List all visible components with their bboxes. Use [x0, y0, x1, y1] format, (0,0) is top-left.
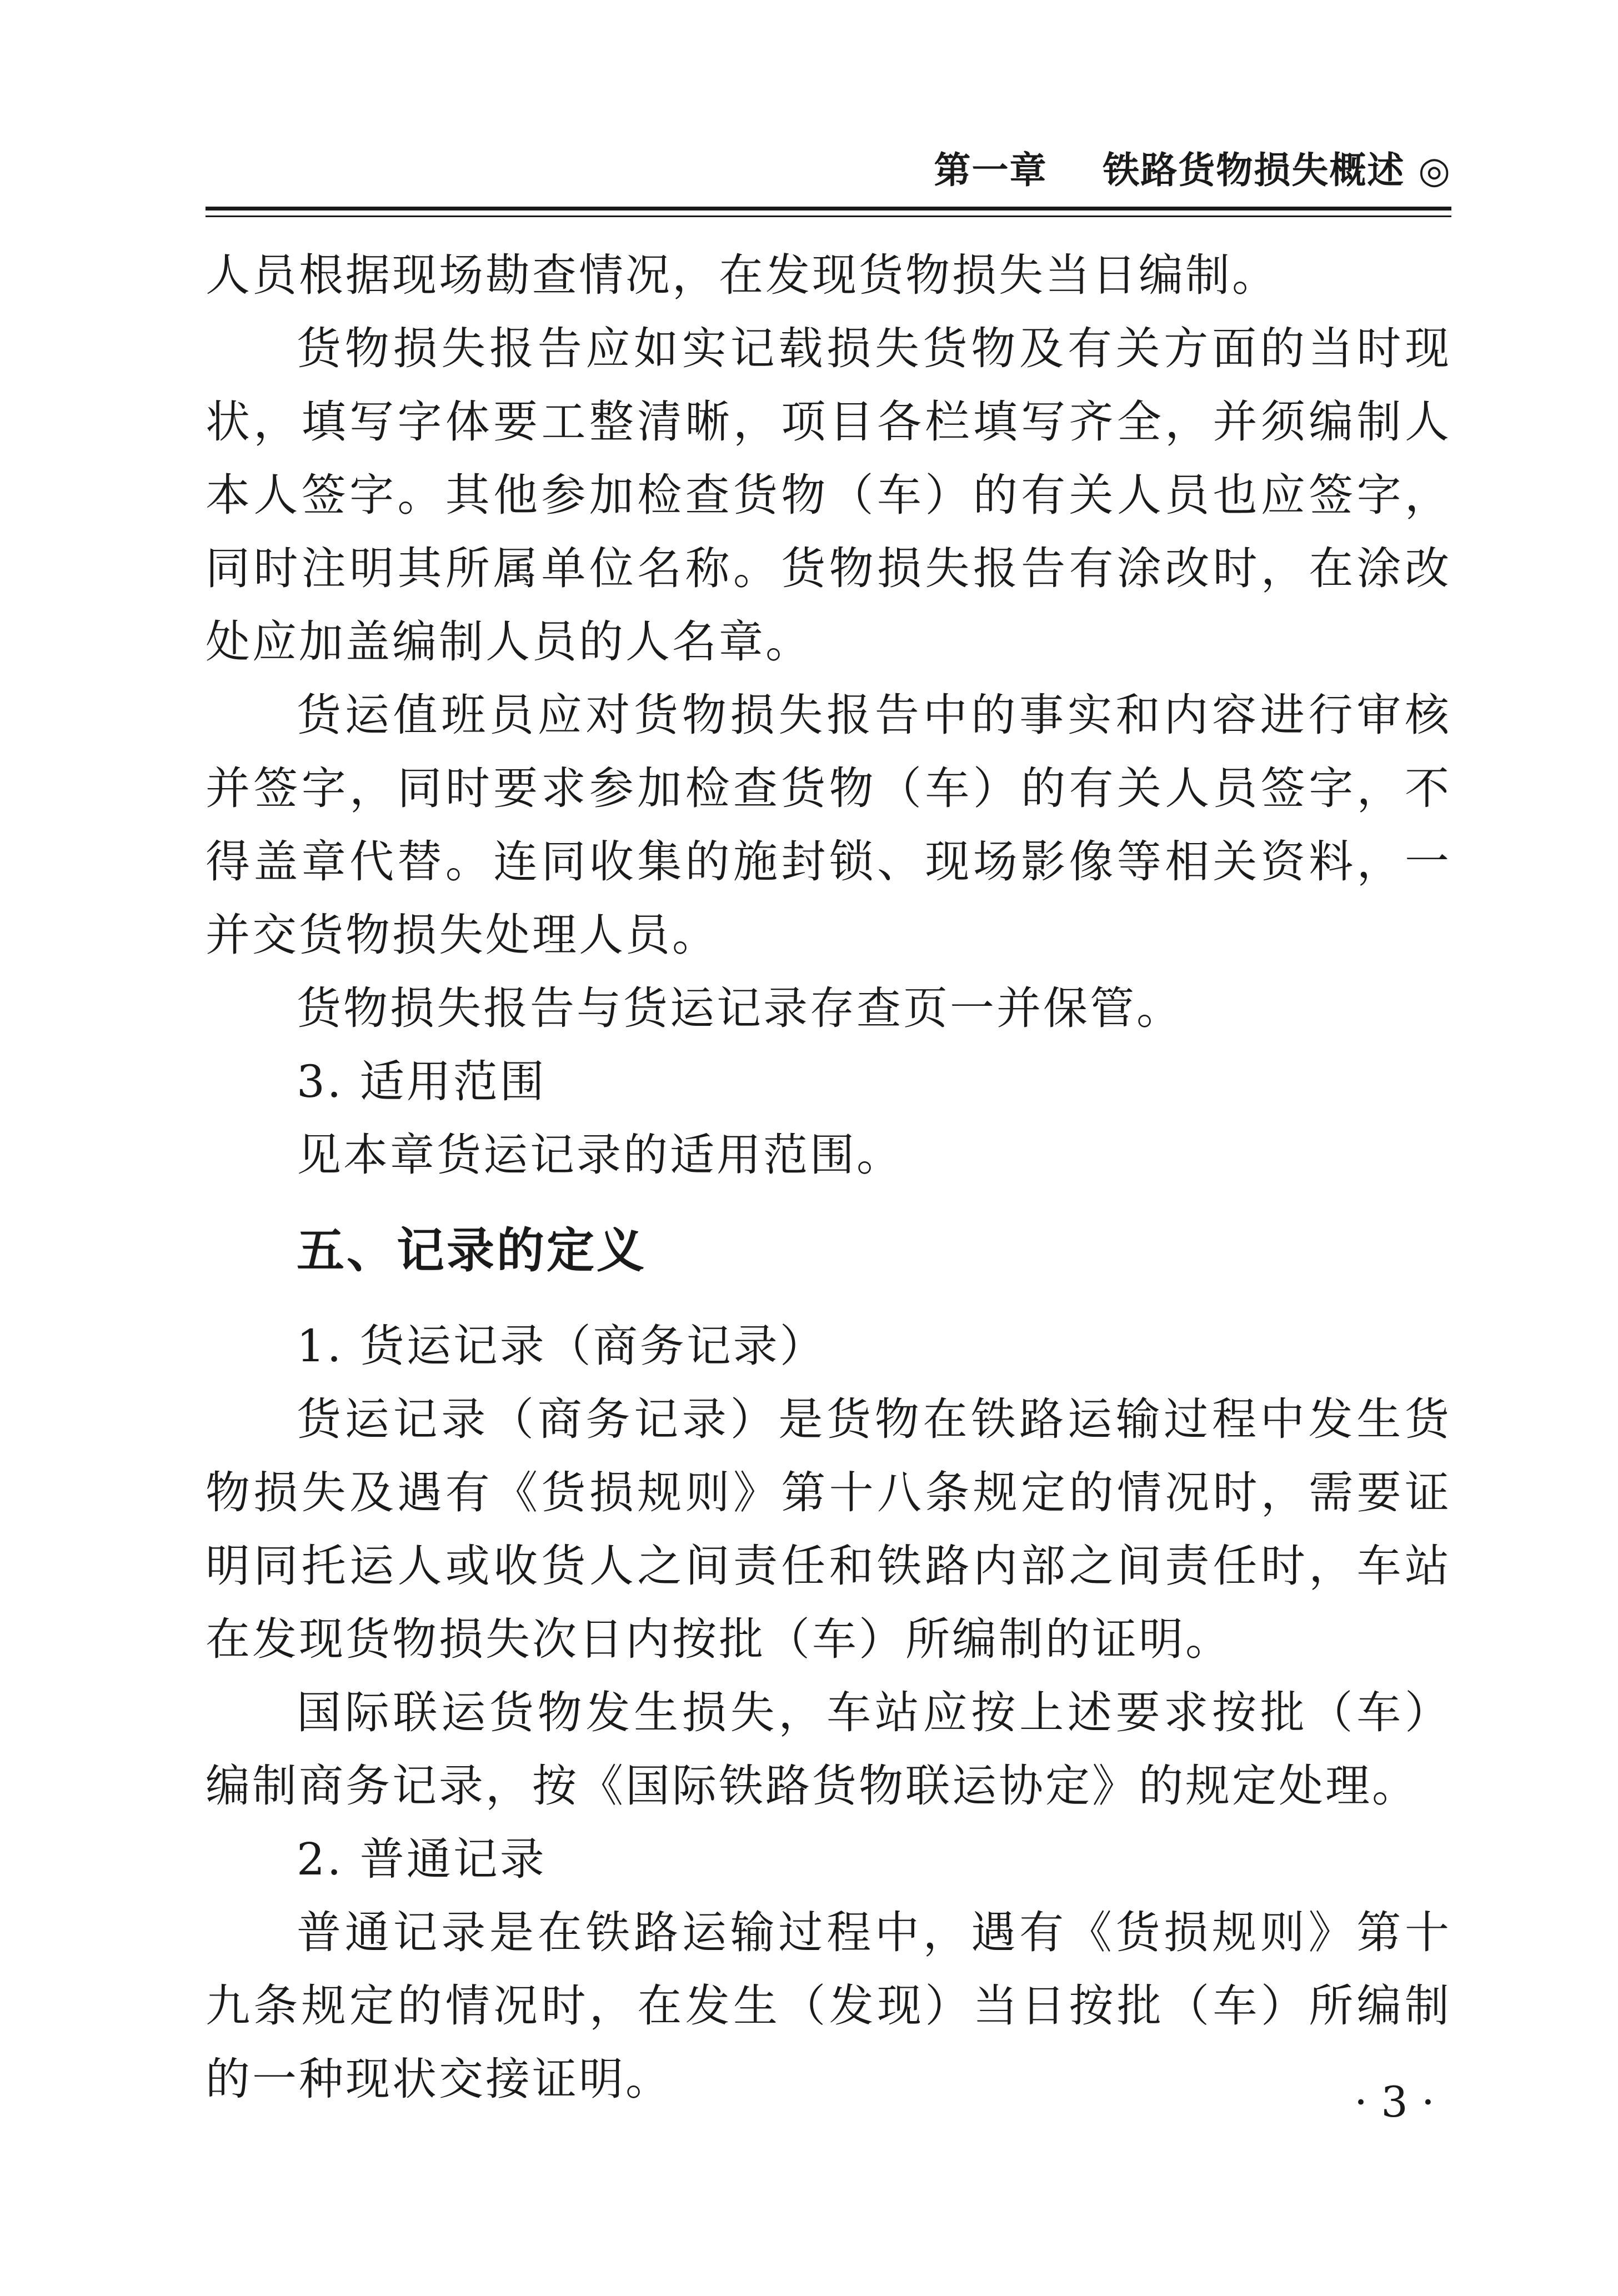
body-text [206, 239, 1451, 2116]
circle-symbol-icon: ◎ [1418, 149, 1451, 192]
paragraph: 见本章货运记录的适用范围。 [297, 1129, 903, 1181]
page-number: · 3 · [1354, 2077, 1435, 2127]
paragraph: 国际联运货物发生损失，车站应按上述要求按批（车）编制商务记录，按《国际铁路货物联运协定》的规定处理。 [206, 1687, 1451, 1812]
paragraph-continuation: 人员根据现场勘查情况，在发现货物损失当日编制。 [206, 249, 1279, 301]
subsection-title: 1. 货运记录（商务记录） [297, 1320, 826, 1372]
subsection-title: 3. 适用范围 [297, 1056, 547, 1107]
subsection-title: 2. 普通记录 [297, 1833, 547, 1885]
paragraph: 货物损失报告与货运记录存查页一并保管。 [297, 982, 1183, 1034]
header-rule-thick [206, 207, 1451, 210]
paragraph: 货运记录（商务记录）是货物在铁路运输过程中发生货物损失及遇有《货损规则》第十八条规定的情况时，需要证明同托运人或收货人之间责任和铁路内部之间责任时，车站在发现货物损失次日内按批（车）所编制的证明。 [206, 1393, 1451, 1665]
section-heading: 五、记录的定义 [297, 1223, 647, 1279]
chapter-title: 铁路货物损失概述 [1103, 149, 1405, 192]
paragraph: 货运值班员应对货物损失报告中的事实和内容进行审核并签字，同时要求参加检查货物（车）的有关人员签字，不得盖章代替。连同收集的施封锁、现场影像等相关资料，一并交货物损失处理人员。 [206, 689, 1451, 961]
paragraph: 货物损失报告应如实记载损失货物及有关方面的当时现状，填写字体要工整清晰，项目各栏填写齐全，并须编制人本人签字。其他参加检查货物（车）的有关人员也应签字，同时注明其所属单位名称。货物损失报告有涂改时，在涂改处应加盖编制人员的人名章。 [206, 323, 1451, 668]
running-head [934, 146, 1451, 195]
header-rule-thin [206, 215, 1451, 217]
chapter-label: 第一章 [934, 149, 1048, 192]
paragraph: 普通记录是在铁路运输过程中，遇有《货损规则》第十九条规定的情况时，在发生（发现）当日按批（车）所编制的一种现状交接证明。 [206, 1907, 1451, 2105]
